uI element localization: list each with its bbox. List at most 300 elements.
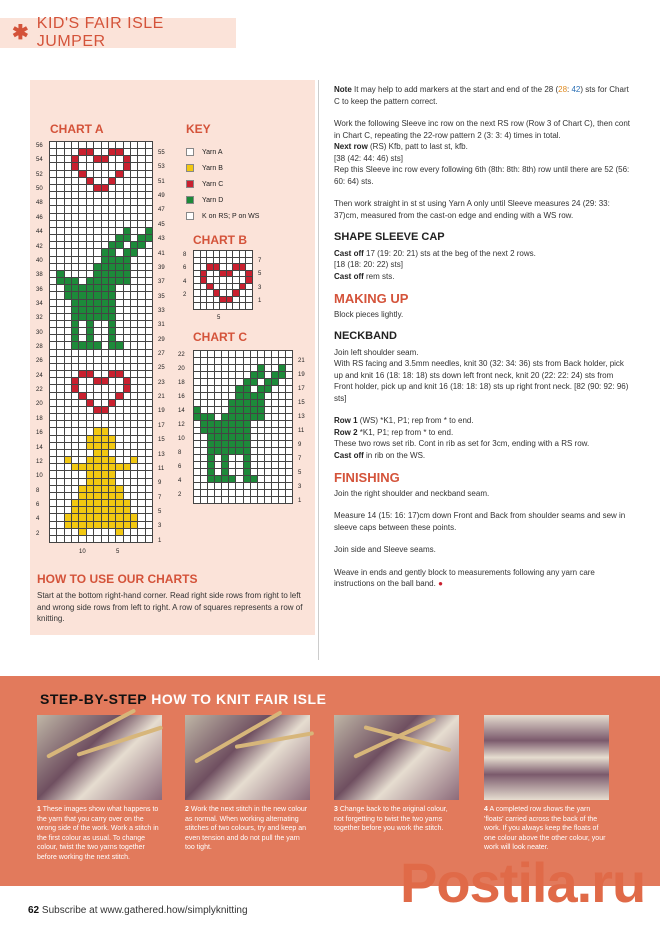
chart-cell [194,386,200,392]
chart-cell [50,421,56,427]
chart-cell [215,455,221,461]
chart-cell [116,400,122,406]
chart-cell [57,307,63,313]
chart-cell [138,228,144,234]
chart-cell [102,378,108,384]
chart-cell [102,199,108,205]
chart-cell [229,434,235,440]
chart-cell [220,297,226,303]
chart-cell [258,386,264,392]
chart-cell [279,358,285,364]
chart-cell [214,251,220,257]
chart-cell [72,178,78,184]
row-number: 19 [158,408,165,415]
chart-cell [124,464,130,470]
chart-cell [220,251,226,257]
chart-cell [138,171,144,177]
watermark-logo: Postila.ru [400,851,646,914]
chart-cell [208,483,214,489]
chart-cell [194,351,200,357]
text: Work the following Sleeve inc row on the next RS row (Row 3 of Chart C), then cont in Chart C, repeating the 22-row pattern 2 (3: 3: 4) times in total. [334,119,630,140]
chart-cell [50,321,56,327]
chart-cell [146,536,152,542]
key-label: Yarn A [202,148,223,156]
chart-cell [72,493,78,499]
chart-cell [72,457,78,463]
chart-cell [236,476,242,482]
chart-cell [131,393,137,399]
chart-cell [72,221,78,227]
chart-cell [246,290,252,296]
chart-cell [146,500,152,506]
finishing-text [334,567,630,590]
chart-cell [57,206,63,212]
chart-cell [65,536,71,542]
chart-cell [65,529,71,535]
chart-cell [79,264,85,270]
chart-cell [222,393,228,399]
chart-cell [94,350,100,356]
chart-cell [79,257,85,263]
chart-cell [258,441,264,447]
chart-cell [131,249,137,255]
chart-cell [138,536,144,542]
chart-cell [229,469,235,475]
chart-cell [229,497,235,503]
chart-cell [272,414,278,420]
chart-cell [124,156,130,162]
chart-cell [109,407,115,413]
asterisk-icon: ✱ [12,22,29,44]
chart-cell [146,471,152,477]
chart-cell [109,514,115,520]
chart-cell [72,471,78,477]
row-number: 53 [158,164,165,171]
chart-cell [50,436,56,442]
chart-cell [87,364,93,370]
chart-cell [124,450,130,456]
chart-cell [146,206,152,212]
chart-cell [65,328,71,334]
chart-cell [102,507,108,513]
chart-cell [201,455,207,461]
chart-cell [208,358,214,364]
chart-cell [57,421,63,427]
row-number: 48 [36,200,43,207]
chart-cell [94,149,100,155]
row-number: 44 [36,229,43,236]
chart-cell [79,350,85,356]
row-number: 9 [158,480,162,487]
chart-cell [146,414,152,420]
chart-cell [50,536,56,542]
row-number: 6 [178,464,182,470]
chart-cell [65,228,71,234]
chart-cell [236,379,242,385]
chart-cell [116,264,122,270]
chart-cell [57,357,63,363]
chart-cell [50,314,56,320]
chart-cell [65,242,71,248]
row-number: 30 [36,329,43,336]
chart-cell [94,199,100,205]
chart-cell [251,400,257,406]
text: [18 (18: 20: 22) sts] [334,260,403,269]
chart-cell [79,393,85,399]
chart-cell [79,443,85,449]
chart-cell [131,171,137,177]
chart-cell [146,264,152,270]
chart-cell [138,235,144,241]
rib-paragraph [334,415,630,461]
row-number: 37 [158,279,165,286]
chart-cell [79,235,85,241]
chart-cell [201,284,207,290]
chart-cell [109,163,115,169]
chart-cell [138,486,144,492]
chart-cell [227,277,233,283]
chart-cell [65,264,71,270]
row-number: 39 [158,264,165,271]
chart-cell [279,483,285,489]
row-number: 2 [178,492,182,498]
chart-cell [138,428,144,434]
chart-cell [138,421,144,427]
end-dot-icon: ● [438,579,443,588]
chart-cell [79,529,85,535]
chart-cell [138,185,144,191]
chart-cell [72,443,78,449]
chart-cell [94,479,100,485]
chart-cell [124,378,130,384]
chart-cell [229,400,235,406]
chart-cell [258,421,264,427]
chart-cell [116,328,122,334]
chart-cell [286,483,292,489]
chart-cell [286,386,292,392]
chart-cell [94,278,100,284]
chart-cell [222,351,228,357]
chart-cell [116,206,122,212]
chart-cell [102,514,108,520]
chart-cell [194,358,200,364]
chart-cell [138,206,144,212]
row-number: 33 [158,307,165,314]
chart-cell [50,522,56,528]
chart-cell [201,372,207,378]
chart-cell [50,156,56,162]
chart-cell [94,142,100,148]
row-number: 28 [36,344,43,351]
chart-cell [227,284,233,290]
chart-cell [124,271,130,277]
row-number: 4 [178,478,182,484]
row-number: 27 [158,351,165,358]
chart-cell [201,386,207,392]
chart-cell [124,514,130,520]
chart-cell [246,303,252,309]
chart-cell [222,428,228,434]
chart-cell [286,393,292,399]
row-number: 11 [158,465,165,472]
chart-cell [208,421,214,427]
chart-cell [258,407,264,413]
chart-cell [50,328,56,334]
chart-cell [138,278,144,284]
chart-cell [236,372,242,378]
chart-cell [227,258,233,264]
chart-cell [102,364,108,370]
chart-cell [65,300,71,306]
chart-cell [87,307,93,313]
chart-cell [201,434,207,440]
chart-cell [94,443,100,449]
how-to-section [37,572,307,625]
row-number: 36 [36,286,43,293]
chart-cell [138,285,144,291]
key-title: KEY [186,122,211,136]
row-number: 25 [158,365,165,372]
chart-cell [194,476,200,482]
chart-cell [79,285,85,291]
chart-cell [131,522,137,528]
chart-cell [124,171,130,177]
chart-cell [208,372,214,378]
row-number: 34 [36,300,43,307]
chart-cell [222,386,228,392]
chart-cell [194,483,200,489]
chart-cell [222,483,228,489]
chart-cell [138,450,144,456]
chart-cell [102,350,108,356]
chart-cell [79,271,85,277]
chart-cell [265,441,271,447]
chart-cell [138,357,144,363]
chart-cell [124,206,130,212]
chart-cell [258,400,264,406]
chart-cell [116,300,122,306]
chart-cell [286,358,292,364]
chart-cell [87,529,93,535]
chart-cell [131,500,137,506]
chart-cell [94,428,100,434]
chart-cell [79,278,85,284]
chart-cell [109,149,115,155]
chart-cell [146,464,152,470]
chart-cell [50,206,56,212]
chart-cell [109,335,115,341]
row-number: 12 [178,422,185,428]
chart-cell [222,441,228,447]
chart-cell [50,192,56,198]
chart-cell [138,242,144,248]
how-to-text: Start at the bottom right-hand corner. Read right side rows from right to left and wrong side rows from left to right. A row of squares represents a row of knitting. [37,591,303,623]
chart-cell [131,292,137,298]
chart-cell [265,448,271,454]
chart-cell [79,385,85,391]
chart-cell [50,221,56,227]
chart-cell [240,277,246,283]
chart-cell [57,228,63,234]
chart-cell [87,436,93,442]
chart-cell [87,328,93,334]
chart-cell [240,303,246,309]
chart-cell [146,385,152,391]
chart-cell [65,285,71,291]
chart-cell [102,500,108,506]
chart-cell [236,483,242,489]
chart-cell [279,351,285,357]
chart-cell [131,264,137,270]
chart-cell [236,490,242,496]
chart-cell [94,192,100,198]
row-number: 8 [183,252,187,258]
chart-cell [50,371,56,377]
chart-cell [65,163,71,169]
chart-cell [57,385,63,391]
chart-cell [102,242,108,248]
chart-cell [251,455,257,461]
row-number: 40 [36,257,43,264]
chart-cell [194,303,200,309]
chart-cell [50,414,56,420]
chart-cell [131,457,137,463]
chart-cell [94,450,100,456]
chart-cell [265,476,271,482]
chart-cell [102,486,108,492]
chart-cell [131,400,137,406]
chart-cell [244,386,250,392]
row-number: 20 [36,401,43,408]
chart-cell [265,428,271,434]
shape-paragraph [334,248,630,283]
chart-cell [215,407,221,413]
row-number: 18 [178,380,185,386]
chart-cell [79,479,85,485]
subscribe-text[interactable]: Subscribe at www.gathered.how/simplyknitting [39,905,248,916]
chart-cell [72,185,78,191]
chart-cell [146,507,152,513]
chart-cell [102,371,108,377]
chart-cell [244,379,250,385]
chart-cell [124,471,130,477]
chart-cell [272,483,278,489]
chart-cell [258,462,264,468]
chart-cell [109,371,115,377]
chart-cell [72,507,78,513]
chart-cell [214,271,220,277]
chart-cell [240,290,246,296]
page-header [0,15,236,50]
chart-cell [124,486,130,492]
chart-cell [116,378,122,384]
how-to-title: HOW TO USE OUR CHARTS [37,572,198,586]
chart-cell [236,358,242,364]
chart-cell [87,407,93,413]
chart-cell [233,251,239,257]
chart-cell [57,171,63,177]
chart-cell [72,450,78,456]
chart-cell [208,490,214,496]
row-label: Row 1 [334,416,358,425]
chart-cell [251,434,257,440]
chart-cell [265,497,271,503]
row-number: 21 [298,358,305,364]
chart-cell [279,379,285,385]
chart-cell [87,149,93,155]
chart-cell [65,393,71,399]
chart-cell [79,493,85,499]
chart-cell [131,199,137,205]
chart-cell [229,372,235,378]
chart-cell [124,249,130,255]
chart-cell [109,271,115,277]
chart-cell [279,476,285,482]
chart-cell [131,271,137,277]
chart-cell [102,163,108,169]
chart-cell [279,365,285,371]
chart-cell [50,400,56,406]
chart-cell [207,271,213,277]
chart-cell [109,507,115,513]
chart-cell [146,314,152,320]
finishing-text: Join side and Sleeve seams. [334,545,436,554]
row-number: 50 [36,186,43,193]
chart-cell [94,292,100,298]
chart-cell [201,251,207,257]
chart-cell [87,400,93,406]
chart-cell [146,350,152,356]
chart-cell [65,192,71,198]
chart-cell [194,372,200,378]
row-number: 16 [178,394,185,400]
chart-cell [258,483,264,489]
chart-cell [214,284,220,290]
chart-cell [65,142,71,148]
chart-cell [194,400,200,406]
chart-cell [65,206,71,212]
chart-cell [116,407,122,413]
chart-cell [87,385,93,391]
chart-cell [138,500,144,506]
chart-cell [72,421,78,427]
chart-cell [124,443,130,449]
chart-cell [244,393,250,399]
chart-cell [258,428,264,434]
chart-cell [258,448,264,454]
chart-cell [215,483,221,489]
chart-cell [79,335,85,341]
chart-cell [72,500,78,506]
chart-cell [244,469,250,475]
chart-cell [72,192,78,198]
chart-cell [116,436,122,442]
chart-a-title: CHART A [50,122,104,136]
chart-cell [246,251,252,257]
chart-cell [124,493,130,499]
chart-cell [229,441,235,447]
chart-cell [72,536,78,542]
chart-cell [124,257,130,263]
chart-cell [220,271,226,277]
chart-cell [251,351,257,357]
chart-cell [102,421,108,427]
chart-cell [65,149,71,155]
chart-cell [236,407,242,413]
chart-cell [138,522,144,528]
chart-cell [94,393,100,399]
chart-cell [131,364,137,370]
